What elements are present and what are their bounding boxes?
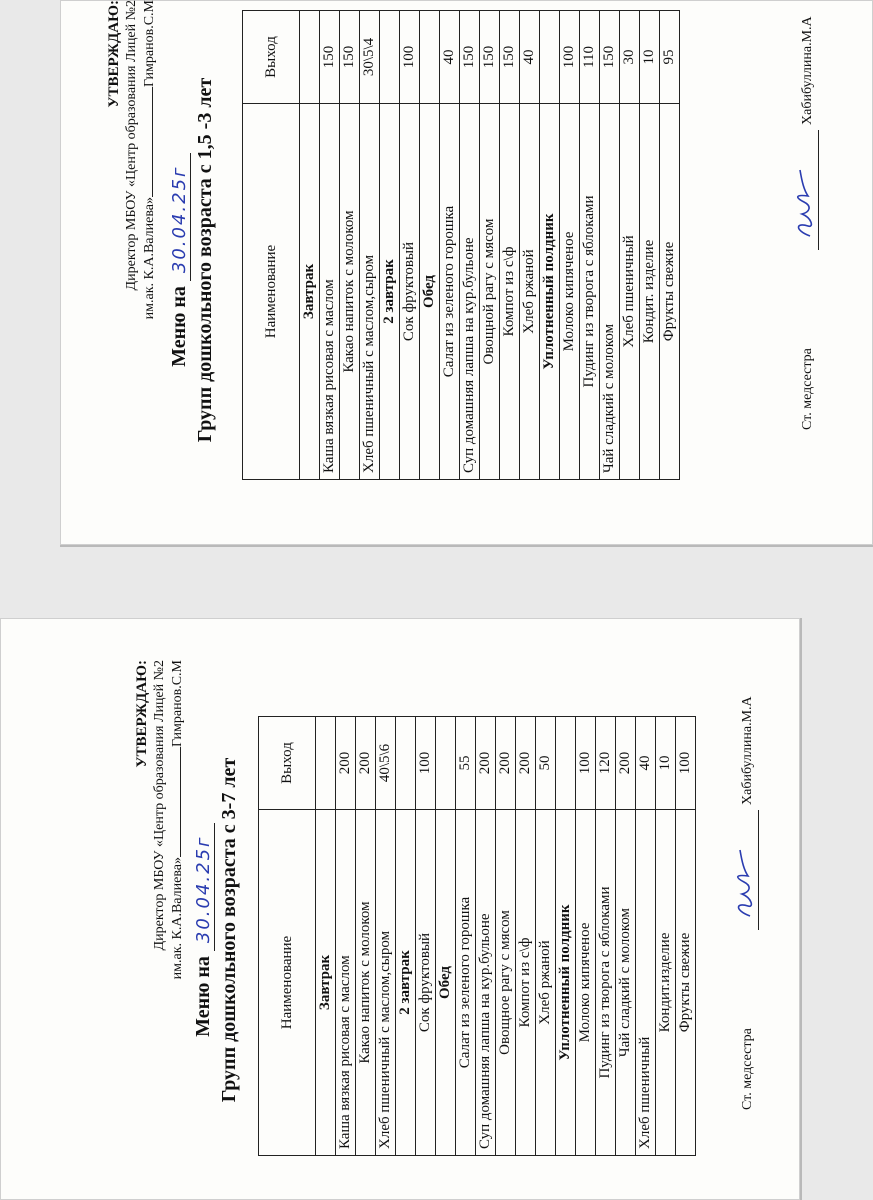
menu-table <box>258 716 696 1156</box>
table-row <box>620 11 640 480</box>
dish-output: 110 <box>580 11 600 104</box>
dish-name: Пудинг из творога с яблоками <box>580 104 600 480</box>
menu-date-handwritten: 30.04.25г <box>169 153 191 281</box>
table-row <box>440 11 460 480</box>
section-row <box>380 11 400 480</box>
dish-name: Компот из с\ф <box>500 104 520 480</box>
dish-output: 50 <box>536 717 556 810</box>
section-title: Завтрак <box>316 810 336 1156</box>
approval-name-line <box>140 0 158 319</box>
menu-title-prefix: Меню на <box>192 956 214 1037</box>
section-empty-cell <box>396 717 416 810</box>
approval-header: УТВЕРЖДАЮ: <box>134 660 150 768</box>
table-row <box>560 11 580 480</box>
dish-name: Салат из зеленого горошка <box>456 810 476 1156</box>
table-row <box>460 11 480 480</box>
dish-name: Хлеб пшеничный с маслом,сыром <box>376 810 396 1156</box>
approval-director-line: Директор МБОУ «Центр образования Лицей №2 <box>152 660 167 951</box>
dish-output: 150 <box>340 11 360 104</box>
dish-output: 40 <box>520 11 540 104</box>
table-row <box>596 717 616 1156</box>
section-row <box>316 717 336 1156</box>
table-row <box>520 11 540 480</box>
menu-title <box>168 0 191 520</box>
dish-output: 30 <box>620 11 640 104</box>
dish-name: Пудинг из творога с яблоками <box>596 810 616 1156</box>
section-row <box>300 11 320 480</box>
menu-subtitle: Групп дошкольного возраста с 3-7 лет <box>218 757 240 1103</box>
dish-output: 40 <box>636 717 656 810</box>
dish-output: 150 <box>460 11 480 104</box>
table-header-row <box>259 717 316 1156</box>
section-title: Обед <box>436 810 456 1156</box>
table-row <box>676 717 696 1156</box>
approval-org-suffix: им.ак. К.А.Валиева» <box>170 857 185 980</box>
approval-director-name: Гимранов.С.М <box>142 0 157 88</box>
table-row <box>336 717 356 1156</box>
table-row <box>360 11 380 480</box>
table-row <box>456 717 476 1156</box>
section-empty-cell <box>436 717 456 810</box>
section-row <box>556 717 576 1156</box>
section-empty-cell <box>540 11 560 104</box>
section-row <box>396 717 416 1156</box>
dish-output: 100 <box>576 717 596 810</box>
table-row <box>376 717 396 1156</box>
table-row <box>400 11 420 480</box>
dish-name: Кондит.изделие <box>656 810 676 1156</box>
section-empty-cell <box>420 11 440 104</box>
menu-document-1-5-3 <box>100 0 860 520</box>
dish-output: 150 <box>320 11 340 104</box>
dish-name: Хлеб пшеничный <box>636 810 656 1156</box>
header-output: Выход <box>243 11 300 104</box>
dish-output: 120 <box>596 717 616 810</box>
dish-output: 200 <box>336 717 356 810</box>
header-name: Наименование <box>259 810 316 1156</box>
section-title: Уплотненный полдник <box>556 810 576 1156</box>
dish-output: 100 <box>560 11 580 104</box>
dish-name: Суп домашняя лапша на кур.бульоне <box>460 104 480 480</box>
approval-header: УТВЕРЖДАЮ: <box>106 0 122 108</box>
dish-name: Овощное рагу с мясом <box>496 810 516 1156</box>
dish-output: 200 <box>616 717 636 810</box>
table-row <box>340 11 360 480</box>
dish-name: Хлеб ржаной <box>536 810 556 1156</box>
signature-role: Ст. медсестра <box>800 348 815 430</box>
signature-name: Хабибуллина.М.А <box>800 16 815 125</box>
table-row <box>356 717 376 1156</box>
dish-output: 100 <box>400 11 420 104</box>
approval-org-suffix: им.ак. К.А.Валиева» <box>142 197 157 320</box>
dish-name: Фрукты свежие <box>676 810 696 1156</box>
table-row <box>480 11 500 480</box>
approval-director-line: Директор МБОУ «Центр образования Лицей №2 <box>124 0 139 291</box>
section-empty-cell <box>316 717 336 810</box>
handwritten-signature <box>734 810 759 930</box>
section-row <box>436 717 456 1156</box>
dish-output: 100 <box>416 717 436 810</box>
table-row <box>320 11 340 480</box>
menu-table <box>242 10 680 480</box>
approval-block <box>106 0 158 319</box>
menu-subtitle: Групп дошкольного возраста с 1,5 -3 лет <box>194 77 216 443</box>
dish-name: Сок фруктовый <box>400 104 420 480</box>
table-row <box>500 11 520 480</box>
dish-output: 40 <box>440 11 460 104</box>
dish-output: 30\5\4 <box>360 11 380 104</box>
table-row <box>476 717 496 1156</box>
dish-name: Суп домашняя лапша на кур.бульоне <box>476 810 496 1156</box>
header-output: Выход <box>259 717 316 810</box>
dish-output: 40\5\6 <box>376 717 396 810</box>
dish-output: 55 <box>456 717 476 810</box>
section-empty-cell <box>556 717 576 810</box>
handwritten-signature <box>794 130 819 250</box>
table-row <box>580 11 600 480</box>
section-title: Уплотненный полдник <box>540 104 560 480</box>
dish-name: Какао напиток с молоком <box>340 104 360 480</box>
table-row <box>496 717 516 1156</box>
approval-name-line <box>168 660 186 979</box>
dish-name: Сок фруктовый <box>416 810 436 1156</box>
dish-output: 10 <box>640 11 660 104</box>
menu-title <box>192 660 215 1200</box>
dish-name: Компот из с\ф <box>516 810 536 1156</box>
doc-body <box>100 0 860 520</box>
dish-name: Какао напиток с молоком <box>356 810 376 1156</box>
section-row <box>420 11 440 480</box>
dish-name: Молоко кипяченое <box>560 104 580 480</box>
section-title: 2 завтрак <box>380 104 400 480</box>
table-row <box>616 717 636 1156</box>
dish-output: 95 <box>660 11 680 104</box>
menu-title-prefix: Меню на <box>168 286 190 367</box>
table-row <box>576 717 596 1156</box>
dish-name: Чай сладкий с молоком <box>600 104 620 480</box>
approval-block <box>134 660 186 979</box>
table-row <box>640 11 660 480</box>
dish-name: Каша вязкая рисовая с маслом <box>336 810 356 1156</box>
dish-name: Хлеб ржаной <box>520 104 540 480</box>
dish-name: Молоко кипяченое <box>576 810 596 1156</box>
dish-name: Каша вязкая рисовая с маслом <box>320 104 340 480</box>
dish-output: 10 <box>656 717 676 810</box>
dish-name: Фрукты свежие <box>660 104 680 480</box>
table-row <box>660 11 680 480</box>
signature-line <box>140 87 153 197</box>
dish-name: Хлеб пшеничный с маслом,сыром <box>360 104 380 480</box>
dish-output: 200 <box>516 717 536 810</box>
dish-output: 150 <box>600 11 620 104</box>
signature-line <box>168 747 181 857</box>
signature-name: Хабибуллина.М.А <box>740 696 755 805</box>
dish-output: 150 <box>500 11 520 104</box>
table-row <box>636 717 656 1156</box>
page-edge-line <box>800 618 802 1200</box>
section-title: Завтрак <box>300 104 320 480</box>
dish-name: Овощной рагу с мясом <box>480 104 500 480</box>
dish-output: 200 <box>496 717 516 810</box>
dish-output: 200 <box>476 717 496 810</box>
menu-document-3-7 <box>130 660 790 1200</box>
dish-output: 150 <box>480 11 500 104</box>
section-empty-cell <box>300 11 320 104</box>
section-title: Обед <box>420 104 440 480</box>
header-name: Наименование <box>243 104 300 480</box>
dish-output: 100 <box>676 717 696 810</box>
table-row <box>656 717 676 1156</box>
doc-body <box>130 660 790 1200</box>
dish-name: Кондит. изделие <box>640 104 660 480</box>
table-row <box>516 717 536 1156</box>
table-row <box>536 717 556 1156</box>
section-title: 2 завтрак <box>396 810 416 1156</box>
table-row <box>600 11 620 480</box>
table-header-row <box>243 11 300 480</box>
dish-output: 200 <box>356 717 376 810</box>
dish-name: Салат из зеленого горошка <box>440 104 460 480</box>
dish-name: Хлеб пшеничный <box>620 104 640 480</box>
section-row <box>540 11 560 480</box>
approval-director-name: Гимранов.С.М <box>170 660 185 748</box>
section-empty-cell <box>380 11 400 104</box>
table-row <box>416 717 436 1156</box>
page-edge-line <box>60 545 873 547</box>
menu-date-handwritten: 30.04.25г <box>193 823 215 951</box>
signature-role: Ст. медсестра <box>740 1028 755 1110</box>
dish-name: Чай сладкий с молоком <box>616 810 636 1156</box>
